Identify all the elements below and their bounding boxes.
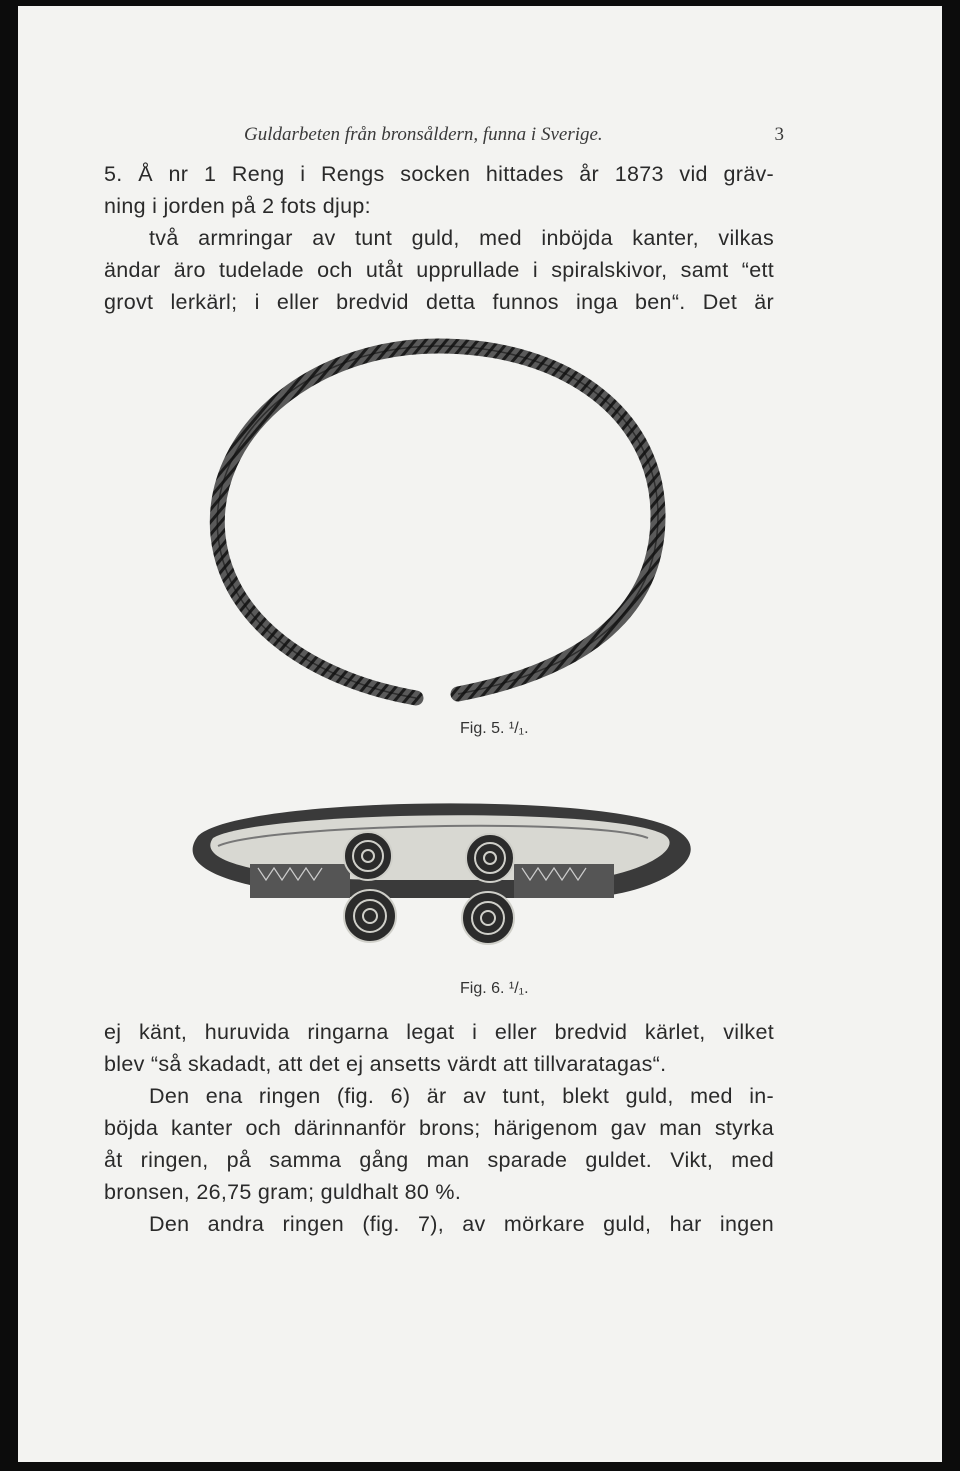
paragraph-intro [104, 158, 774, 318]
text-line: ändar äro tudelade och utåt upprullade i spiralskivor, samt “ett [104, 258, 774, 282]
text-line: böjda kanter och därinnanför brons; härigenom gav man styrka [104, 1116, 774, 1140]
text-line: Den ena ringen (fig. 6) är av tunt, blekt guld, med in- [149, 1084, 774, 1108]
text-line: bronsen, 26,75 gram; guldhalt 80 %. [104, 1180, 462, 1204]
figure-5-caption: Fig. 5. ¹/₁. [460, 720, 529, 737]
text-line: åt ringen, på samma gång man sparade guldet. Vikt, med [104, 1148, 774, 1172]
text-line: 5. Å nr 1 Reng i Rengs socken hittades år 1873 vid gräv- [104, 162, 774, 186]
text-line: Den andra ringen (fig. 7), av mörkare guld, har ingen [149, 1212, 774, 1236]
paragraph-continued [104, 1016, 774, 1240]
figure-6-spiral-bracelet [18, 776, 942, 976]
figure-6-caption: Fig. 6. ¹/₁. [460, 980, 529, 997]
text-line: ej känt, huruvida ringarna legat i eller bredvid kärlet, vilket [104, 1020, 774, 1044]
page [18, 6, 942, 1462]
header-title: Guldarbeten från bronsåldern, funna i Sverige. [244, 124, 603, 145]
text-line: grovt lerkärl; i eller bredvid detta funnos inga ben“. Det är [104, 290, 774, 314]
text-line: blev “så skadadt, att det ej ansetts värdt att tillvaratagas“. [104, 1052, 667, 1076]
text-line: ning i jorden på 2 fots djup: [104, 194, 371, 218]
figure-5-twisted-ring [18, 326, 942, 746]
text-line: två armringar av tunt guld, med inböjda kanter, vilkas [149, 226, 774, 250]
page-number: 3 [774, 124, 784, 145]
